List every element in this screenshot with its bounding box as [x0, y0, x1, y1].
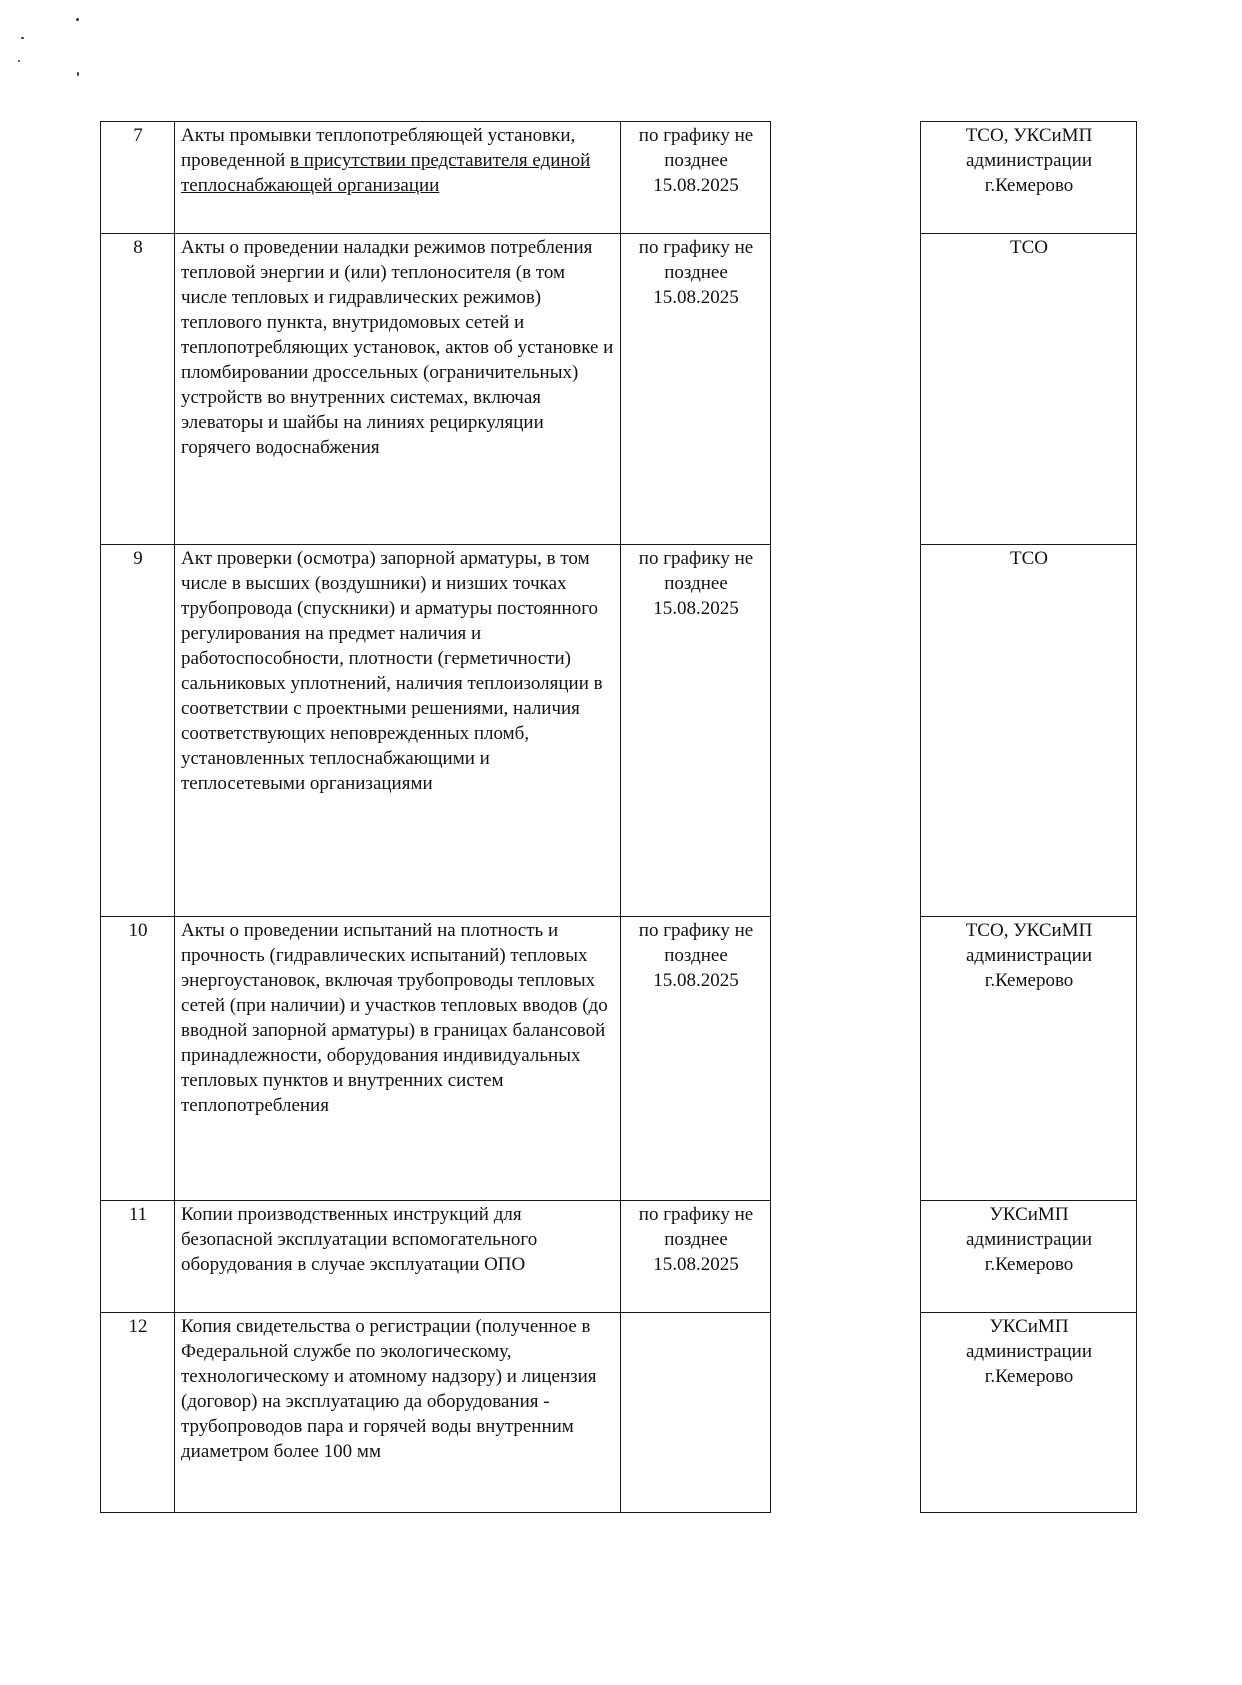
scan-speck — [77, 72, 79, 76]
row-responsible: ТСО — [921, 234, 1137, 545]
row-number: 12 — [101, 1313, 175, 1513]
row-number: 8 — [101, 234, 175, 545]
table-row — [101, 234, 771, 545]
row-number: 11 — [101, 1201, 175, 1313]
row-description: Акты о проведении наладки режимов потребления тепловой энергии и (или) теплоносителя (в том числе тепловых и гидравлических режимов) теплового пункта, внутридомовых сетей и теплопотребляющих установок, актов об установке и пломбировании дроссельных (ограничительных) устройств во внутренних системах, включая элеваторы и шайбы на линиях рециркуляции горячего водоснабжения — [175, 234, 621, 545]
requirements-table — [100, 121, 771, 1513]
row-description — [175, 122, 621, 234]
row-responsible: УКСиМП администрации г.Кемерово — [921, 1313, 1137, 1513]
row-deadline: по графику не позднее 15.08.2025 — [621, 917, 771, 1201]
row-deadline: по графику не позднее 15.08.2025 — [621, 1201, 771, 1313]
row-description: Акты о проведении испытаний на плотность и прочность (гидравлических испытаний) тепловых энергоустановок, включая трубопроводы тепловых сетей (при наличии) и участков тепловых вводов (до вводной запорной арматуры) в границах балансовой принадлежности, оборудования индивидуальных тепловых пунктов и внутренних систем теплопотребления — [175, 917, 621, 1201]
row-responsible: ТСО, УКСиМП администрации г.Кемерово — [921, 122, 1137, 234]
table-row — [921, 545, 1137, 917]
row-number: 10 — [101, 917, 175, 1201]
row-deadline: по графику не позднее 15.08.2025 — [621, 545, 771, 917]
row-deadline: по графику не позднее 15.08.2025 — [621, 122, 771, 234]
table-row — [101, 917, 771, 1201]
table-row — [101, 122, 771, 234]
table-row — [921, 917, 1137, 1201]
row-responsible: ТСО, УКСиМП администрации г.Кемерово — [921, 917, 1137, 1201]
table-row — [921, 234, 1137, 545]
table-row — [921, 1201, 1137, 1313]
row-description-underlined: в присутствии представителя единой теплоснабжающей организации — [181, 150, 591, 196]
row-responsible: ТСО — [921, 545, 1137, 917]
table-row — [921, 122, 1137, 234]
table-row — [101, 545, 771, 917]
scan-speck — [21, 37, 24, 39]
row-deadline — [621, 1313, 771, 1513]
table-row — [101, 1201, 771, 1313]
row-description: Акт проверки (осмотра) запорной арматуры, в том числе в высших (воздушники) и низших точках трубопровода (спускники) и арматуры постоянного регулирования на предмет наличия и работоспособности, плотности (герметичности) сальниковых уплотнений, наличия теплоизоляции в соответствии с проектными решениями, наличия соответствующих неповрежденных пломб, установленных теплоснабжающими и теплосетевыми организациями — [175, 545, 621, 917]
row-description: Копия свидетельства о регистрации (полученное в Федеральной службе по экологическому, технологическому и атомному надзору) и лицензия (договор) на эксплуатацию да оборудования - трубопроводов пара и горячей воды внутренним диаметром более 100 мм — [175, 1313, 621, 1513]
scan-speck — [18, 60, 20, 62]
responsible-table — [920, 121, 1137, 1513]
row-number: 7 — [101, 122, 175, 234]
table-row — [921, 1313, 1137, 1513]
row-description: Копии производственных инструкций для безопасной эксплуатации вспомогательного оборудования в случае эксплуатации ОПО — [175, 1201, 621, 1313]
row-responsible: УКСиМП администрации г.Кемерово — [921, 1201, 1137, 1313]
row-number: 9 — [101, 545, 175, 917]
scan-speck — [76, 18, 79, 21]
row-deadline: по графику не позднее 15.08.2025 — [621, 234, 771, 545]
row-description-text: Акты промывки теплопотребляющей установки, проведенной — [181, 125, 576, 171]
table-row — [101, 1313, 771, 1513]
